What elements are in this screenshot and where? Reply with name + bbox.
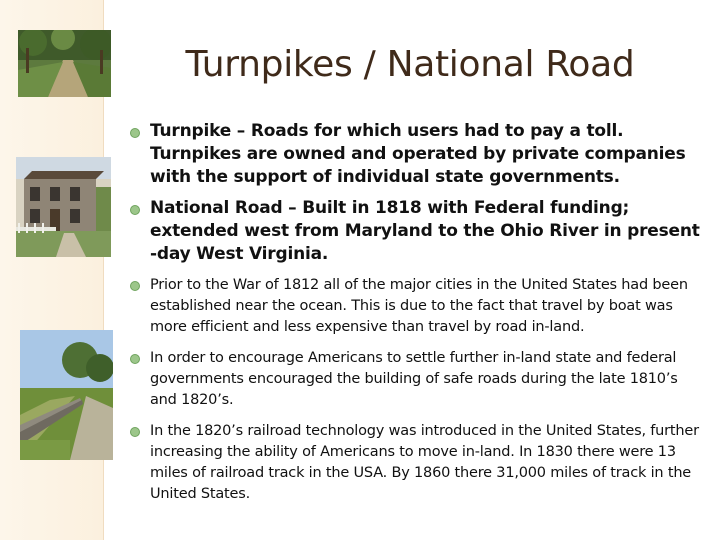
country-road-photo (20, 330, 113, 460)
bullet-encourage-settlement (128, 348, 703, 411)
bullet-railroad (128, 421, 703, 505)
bullet-text: Prior to the War of 1812 all of the major cities in the United States had been established near the ocean. This is due to the fact that travel by boat was more efficient and less expensive than travel by road in-land. (150, 277, 688, 335)
bullet-war-of-1812 (128, 275, 703, 338)
bullet-national-road (128, 197, 703, 266)
bullet-text: Turnpike – Roads for which users had to pay a toll. Turnpikes are owned and operated by private companies with the support of individual state governments. (150, 121, 686, 187)
bullet-text: In order to encourage Americans to settle further in-land state and federal governments encouraged the building of safe roads during the late 1810’s and 1820’s. (150, 350, 678, 408)
bullet-dot-icon (130, 205, 140, 215)
slide-title: Turnpikes / National Road (185, 44, 635, 85)
bullet-dot-icon (130, 128, 140, 138)
bullet-dot-icon (130, 281, 140, 291)
bullet-text: In the 1820’s railroad technology was introduced in the United States, further increasing the ability of Americans to move in-land. In 1830 there were 13 miles of railroad track in the USA. By 1860 there 31,000 miles of track in the United States. (150, 423, 699, 502)
bullet-dot-icon (130, 427, 140, 437)
stone-house-photo (16, 157, 111, 257)
bullet-list (128, 120, 703, 505)
bullet-text: National Road – Built in 1818 with Federal funding; extended west from Maryland to the Ohio River in present -day West Virginia. (150, 198, 700, 264)
bullet-dot-icon (130, 354, 140, 364)
forest-trail-photo (18, 30, 111, 97)
bullet-turnpike (128, 120, 703, 189)
